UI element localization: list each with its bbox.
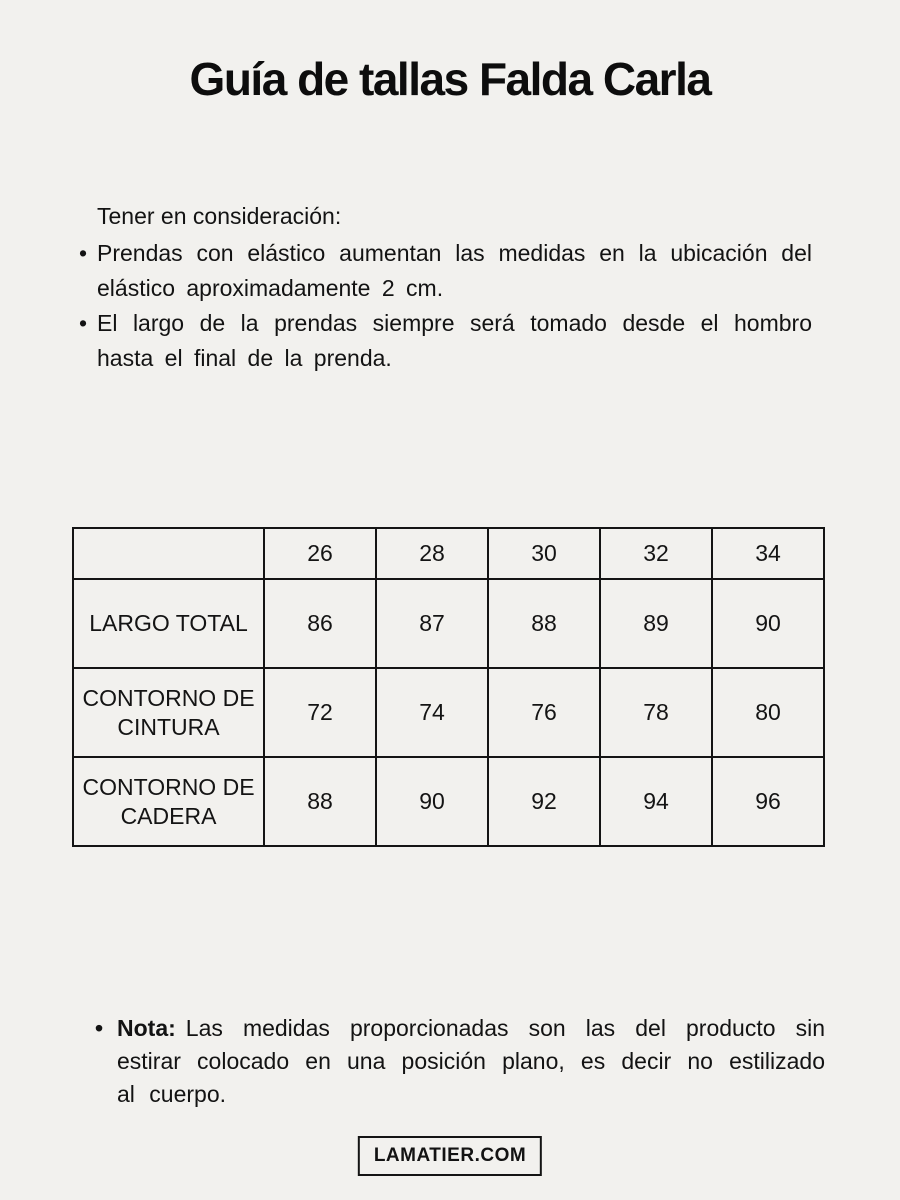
measure-row-label: LARGO TOTAL xyxy=(73,579,264,668)
note-item xyxy=(95,1012,825,1111)
table-row xyxy=(73,579,824,668)
brand-label: LAMATIER.COM xyxy=(373,1145,527,1166)
size-column-header: 34 xyxy=(712,528,824,579)
note-section xyxy=(95,1012,825,1111)
size-column-header: 26 xyxy=(264,528,376,579)
measure-value: 72 xyxy=(264,668,376,757)
size-table xyxy=(72,527,825,847)
measure-value: 88 xyxy=(488,579,600,668)
measure-value: 86 xyxy=(264,579,376,668)
page-title: Guía de tallas Falda Carla xyxy=(189,53,711,105)
measure-row-label: CONTORNO DE CADERA xyxy=(73,757,264,846)
measure-value: 80 xyxy=(712,668,824,757)
table-row xyxy=(73,668,824,757)
measure-value: 92 xyxy=(488,757,600,846)
size-column-header: 32 xyxy=(600,528,712,579)
size-table-header-row xyxy=(73,528,824,579)
measure-value: 90 xyxy=(376,757,488,846)
measure-row-label: CONTORNO DE CINTURA xyxy=(73,668,264,757)
consideration-item: • Prendas con elástico aumentan las medidas en la ubicación del elástico aproximadamente 2 cm. xyxy=(78,236,812,306)
measure-value: 87 xyxy=(376,579,488,668)
measure-value: 78 xyxy=(600,668,712,757)
considerations-section xyxy=(78,199,812,376)
measure-value: 89 xyxy=(600,579,712,668)
measure-value: 94 xyxy=(600,757,712,846)
size-column-header: 28 xyxy=(376,528,488,579)
measure-value: 88 xyxy=(264,757,376,846)
considerations-intro: Tener en consideración: xyxy=(97,203,342,229)
table-row xyxy=(73,757,824,846)
note-text: Las medidas proporcionadas son las del producto sin estirar colocado en una posición plano, es decir no estilizado al cuerpo. xyxy=(117,1015,825,1107)
brand-badge xyxy=(358,1136,542,1176)
considerations-list xyxy=(78,236,812,376)
measure-value: 96 xyxy=(712,757,824,846)
table-corner-cell xyxy=(73,528,264,579)
measure-value: 74 xyxy=(376,668,488,757)
measure-value: 76 xyxy=(488,668,600,757)
size-column-header: 30 xyxy=(488,528,600,579)
note-label: Nota: xyxy=(117,1015,176,1041)
measure-value: 90 xyxy=(712,579,824,668)
consideration-item: • El largo de la prendas siempre será tomado desde el hombro hasta el final de la prenda. xyxy=(78,306,812,376)
